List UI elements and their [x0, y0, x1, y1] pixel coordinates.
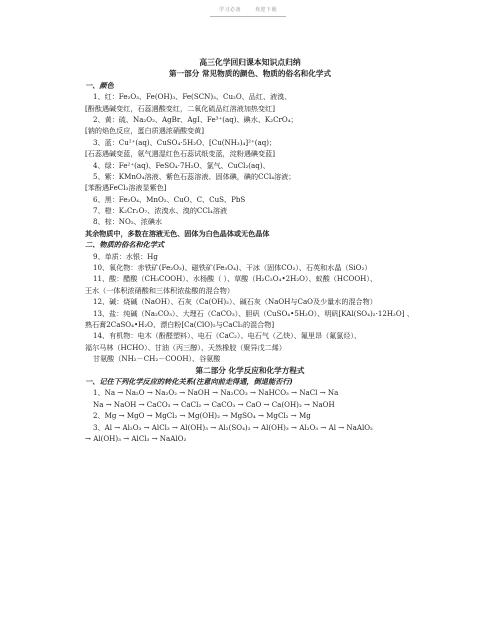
- part2-title: 第二部分 化学反应和化学方程式: [195, 365, 305, 375]
- text-line: 10、氧化物：赤铁矿(Fe₂O₃)、磁铁矿(Fe₃O₄)、干冰（固体CO₂）、石英和水晶（SiO₂）: [93, 263, 372, 273]
- text-line: [酚酞遇碱变红，石蕊遇酸变红，二氧化硫品红溶液加热变红]: [85, 103, 275, 113]
- header-right-text: 欢迎下载: [255, 7, 278, 13]
- text-line: 11、酸：醋酸（CH₃COOH）、水杨酸（ ）、草酸（H₂C₂O₄•2H₂O）、蚁酸（HCOOH）、: [93, 274, 377, 284]
- text-line: 12、碱：烧碱（NaOH）、石灰（Ca(OH)₂）、碱石灰（NaOH与CaO及少量水的混合物）: [93, 297, 377, 307]
- text-line: 熟石膏2CaSO₄•H₂O、漂白粉[Ca(ClO)₂与CaCl₂的混合物]: [85, 319, 275, 329]
- text-line: 2、Mg → MgO → MgCl₂ → Mg(OH)₂ → MgSO₄ → MgCl₂ → Mg: [93, 411, 311, 421]
- text-line: 1、红：Fe₂O₃、Fe(OH)₃、Fe(SCN)₃、Cu₂O、品红、液溴、: [93, 92, 292, 102]
- page-header-watermark: [0, 6, 496, 13]
- text-line: 甘氨酸（NH₂－CH₂－COOH）、谷氨酸: [93, 354, 221, 364]
- text-line: [钠的焰色反应，蛋白质遇浓硝酸变黄]: [85, 126, 205, 136]
- text-line: [苯酚遇FeCl₃溶液显紫色]: [85, 183, 167, 193]
- section-heading: 一、颜色: [85, 80, 114, 90]
- text-line: 3、蓝：Cu²⁺(aq)、CuSO₄·5H₂O、[Cu(NH₃)₄]²⁺(aq)；: [93, 137, 277, 147]
- text-line: [石蕊遇碱变蓝，氨气遇湿红色石蕊试纸变蓝，淀粉遇碘变蓝]: [85, 149, 275, 159]
- text-line: → Al(OH)₃ → AlCl₃ → NaAlO₂: [85, 433, 187, 443]
- text-line: 6、黑：Fe₃O₄、MnO₂、CuO、C、CuS、PbS: [93, 194, 246, 204]
- text-line: 13、盐：纯碱（Na₂CO₃）、大理石（CaCO₃）、胆矾（CuSO₄•5H₂O）、明矾[KAl(SO₄)₂·12H₂O] 、: [93, 308, 414, 318]
- section-heading: 二、物质的俗名和化学式: [85, 240, 165, 250]
- text-line: 9、单质：水银：Hg: [93, 251, 158, 261]
- content-lines: [85, 80, 415, 445]
- text-line: 14、有机物：电木（酚醛塑料）、电石（CaC₂）、电石气（乙炔）、氟里昂（氟氯烃）、: [93, 331, 362, 341]
- text-line: 王水（一体积浓硝酸和三体积浓盐酸的混合物）: [85, 285, 234, 295]
- document-body: [85, 56, 415, 444]
- text-line: 福尔马林（HCHO）、甘油（丙三醇）、天然橡胶（聚异戊二烯）: [85, 342, 286, 352]
- text-line: 3、Al → Al₂O₃ → AlCl₃ → Al(OH)₃ → Al₂(SO₄)₃ → Al(OH)₃ → Al₂O₃ → Al → NaAlO₂: [93, 422, 373, 432]
- header-rule: [210, 16, 286, 17]
- text-line: 1、Na → Na₂O → Na₂O₂ → NaOH → Na₂CO₃ → NaHCO₃ → NaCl → Na: [93, 388, 339, 398]
- header-left-text: 学习必备: [218, 7, 241, 13]
- part1-title: 第一部分 常见物质的颜色、物质的俗名和化学式: [168, 69, 332, 79]
- document-title: 高三化学回归课本知识点归纳: [199, 58, 301, 67]
- text-line: 2、黄：硫、Na₂O₂、AgBr、AgI、Fe³⁺(aq)、碘水、K₂CrO₄；: [93, 114, 298, 124]
- text-line: 8、棕：NO₂、浓碘水: [93, 217, 163, 227]
- text-line: 4、绿：Fe²⁺(aq)、FeSO₄·7H₂O、氯气、CuCl₂(aq)、: [93, 160, 270, 170]
- text-line: Na → NaOH → CaCO₃ → CaCl₂ → CaCO₃ → CaO → Ca(OH)₂ → NaOH: [93, 399, 335, 409]
- text-line: 5、紫：KMnO₄溶液、紫色石蕊溶液、固体碘，碘的CCl₄溶液；: [93, 171, 296, 181]
- summary-line: 其余物质中，多数在溶液无色、固体为白色晶体或无色晶体: [85, 228, 270, 238]
- text-line: 7、橙：K₂Cr₂O₇、浓溴水、溴的CCl₄溶液: [93, 206, 228, 216]
- section-heading: 一、记住下列化学反应的转化关系(注意向前走得通，倒退能否行): [85, 376, 293, 386]
